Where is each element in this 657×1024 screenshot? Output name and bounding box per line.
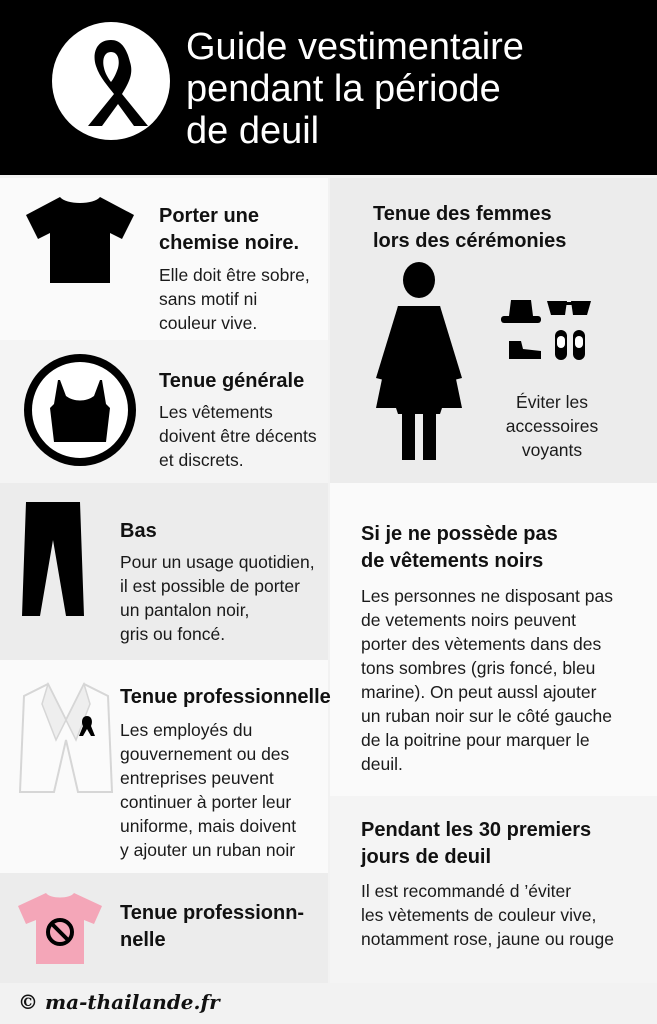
- general-text-line-3: et discrets.: [159, 450, 244, 470]
- title-line-3: de deuil: [186, 110, 320, 152]
- tshirt-icon: [22, 193, 138, 285]
- sunglasses-icon: [547, 299, 591, 319]
- bottoms-text-line-1: Pour un usage quotidien,: [120, 552, 315, 572]
- title-line-2: pendant la période: [186, 68, 501, 110]
- woman-dress-icon: [372, 262, 466, 462]
- professional-2-heading-line-2: nelle: [120, 929, 166, 951]
- no-black-text-line-5: marine). On peut aussl ajouter: [361, 682, 597, 702]
- no-black-text: [361, 584, 651, 776]
- no-black-text-line-8: deuil.: [361, 754, 403, 774]
- shirt-text-line-1: Elle doit être sobre,: [159, 265, 310, 285]
- professional-text-line-3: entreprises peuvent: [120, 768, 274, 788]
- general-text-line-1: Les vêtements: [159, 402, 273, 422]
- no-black-heading: [361, 521, 558, 575]
- professional-text-line-4: continuer à porter leur: [120, 792, 292, 812]
- shoes-icon: [507, 337, 543, 361]
- trousers-icon: [20, 500, 86, 618]
- sandals-icon: [553, 328, 587, 362]
- tank-top-circle-icon: [22, 352, 138, 468]
- no-black-heading-line-1: Si je ne possède pas: [361, 523, 558, 545]
- shirt-text: [159, 263, 310, 335]
- professional-text-line-5: uniforme, mais doivent: [120, 816, 297, 836]
- bottoms-heading: Bas: [120, 520, 157, 542]
- shirt-heading: [159, 203, 299, 257]
- black-ribbon-icon: [52, 22, 170, 140]
- professional-text-line-2: gouvernement ou des: [120, 744, 290, 764]
- women-heading-line-2: lors des cérémonies: [373, 230, 567, 252]
- logo-badge: [52, 22, 170, 140]
- professional-text-line-1: Les employés du: [120, 720, 253, 740]
- bottoms-text: [120, 550, 315, 646]
- women-heading: [373, 201, 566, 255]
- professional-2-heading-line-1: Tenue professionn-: [120, 902, 305, 924]
- no-black-heading-line-2: de vêtements noirs: [361, 550, 544, 572]
- accessories-text-line-1: Éviter les: [516, 392, 588, 412]
- bottoms-text-line-4: gris ou foncé.: [120, 624, 226, 644]
- no-black-text-line-7: de la poitrine pour marquer le: [361, 730, 590, 750]
- pink-tshirt-prohibited-icon: [16, 890, 104, 966]
- page-title: [186, 26, 626, 152]
- no-black-text-line-3: porter des vètements dans des: [361, 634, 602, 654]
- first-30-days-heading-line-2: jours de deuil: [361, 846, 492, 868]
- shirt-text-line-3: couleur vive.: [159, 313, 258, 333]
- shirt-text-line-2: sans motif ni: [159, 289, 258, 309]
- title-line-1: Guide vestimentaire: [186, 26, 524, 68]
- first-30-days-text-line-2: les vètements de couleur vive,: [361, 905, 597, 925]
- shirt-heading-line-2: chemise noire.: [159, 232, 300, 254]
- shirt-heading-line-1: Porter une: [159, 205, 260, 227]
- professional-heading: Tenue professionnelle: [120, 686, 331, 708]
- first-30-days-heading-line-1: Pendant les 30 premiers: [361, 819, 592, 841]
- white-suit-jacket-with-ribbon-icon: [18, 680, 114, 796]
- hat-icon: [501, 296, 541, 326]
- bottoms-text-line-3: un pantalon noir,: [120, 600, 250, 620]
- first-30-days-text-line-3: notamment rose, jaune ou rouge: [361, 929, 614, 949]
- general-text-line-2: doivent être décents: [159, 426, 317, 446]
- general-heading: Tenue générale: [159, 370, 305, 392]
- first-30-days-text: [361, 879, 651, 951]
- women-heading-line-1: Tenue des femmes: [373, 203, 552, 225]
- bottoms-text-line-2: il est possible de porter: [120, 576, 300, 596]
- general-text: [159, 400, 317, 472]
- first-30-days-text-line-1: Il est recommandé d ’éviter: [361, 881, 572, 901]
- no-black-text-line-1: Les personnes ne disposant pas: [361, 586, 613, 606]
- professional-2-heading: [120, 900, 304, 954]
- no-black-text-line-2: de vetements noirs peuvent: [361, 610, 576, 630]
- accessories-text-line-3: voyants: [521, 440, 583, 460]
- professional-text-line-6: y ajouter un ruban noir: [120, 840, 296, 860]
- no-black-text-line-4: tons sombres (gris foncé, bleu: [361, 658, 596, 678]
- first-30-days-heading: [361, 817, 591, 871]
- professional-text: [120, 718, 296, 862]
- accessories-text: [487, 390, 617, 462]
- no-black-text-line-6: un ruban noir sur le côté gauche: [361, 706, 612, 726]
- copyright-credit: © ma-thailande.fr: [18, 990, 220, 1014]
- accessories-text-line-2: accessoires: [505, 416, 599, 436]
